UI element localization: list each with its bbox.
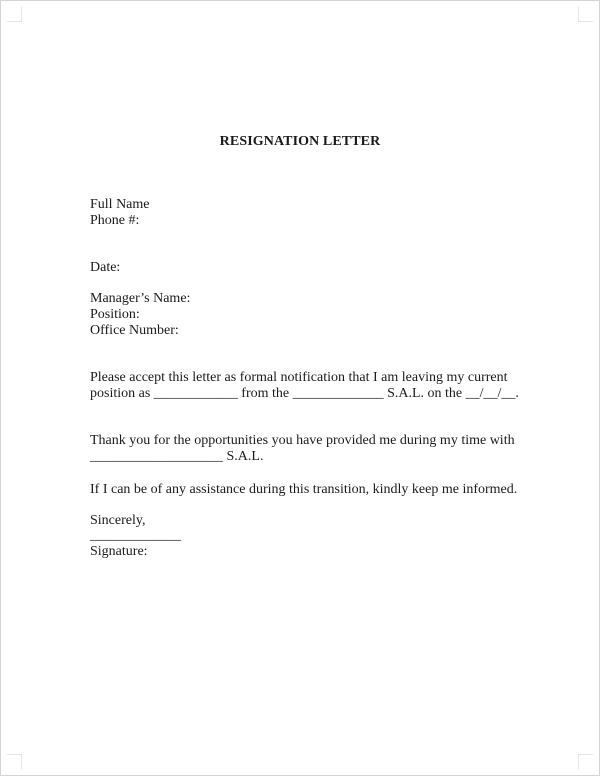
paragraph-notification-line-2: position as ____________ from the _____________ S.A.L. on the __/__/__. [90, 386, 519, 401]
valediction: Sincerely, [90, 513, 146, 528]
full-name-label: Full Name [90, 197, 150, 212]
paragraph-thanks-line-2: ___________________ S.A.L. [90, 449, 264, 464]
paragraph-thanks-line-1: Thank you for the opportunities you have provided me during my time with [90, 433, 515, 448]
document-title: RESIGNATION LETTER [219, 134, 381, 149]
signature-label: Signature: [90, 544, 148, 559]
signature-line: _____________ [90, 528, 181, 543]
date-label: Date: [90, 260, 121, 275]
position-label: Position: [90, 307, 140, 322]
phone-label: Phone #: [90, 213, 140, 228]
crop-mark-bottom-right [578, 754, 593, 769]
crop-mark-top-left [7, 7, 22, 22]
office-number-label: Office Number: [90, 323, 179, 338]
paragraph-notification-line-1: Please accept this letter as formal notification that I am leaving my current [90, 370, 508, 385]
crop-mark-bottom-left [7, 754, 22, 769]
paragraph-assistance: If I can be of any assistance during this transition, kindly keep me informed. [90, 482, 518, 497]
manager-name-label: Manager’s Name: [90, 291, 191, 306]
crop-mark-top-right [578, 7, 593, 22]
